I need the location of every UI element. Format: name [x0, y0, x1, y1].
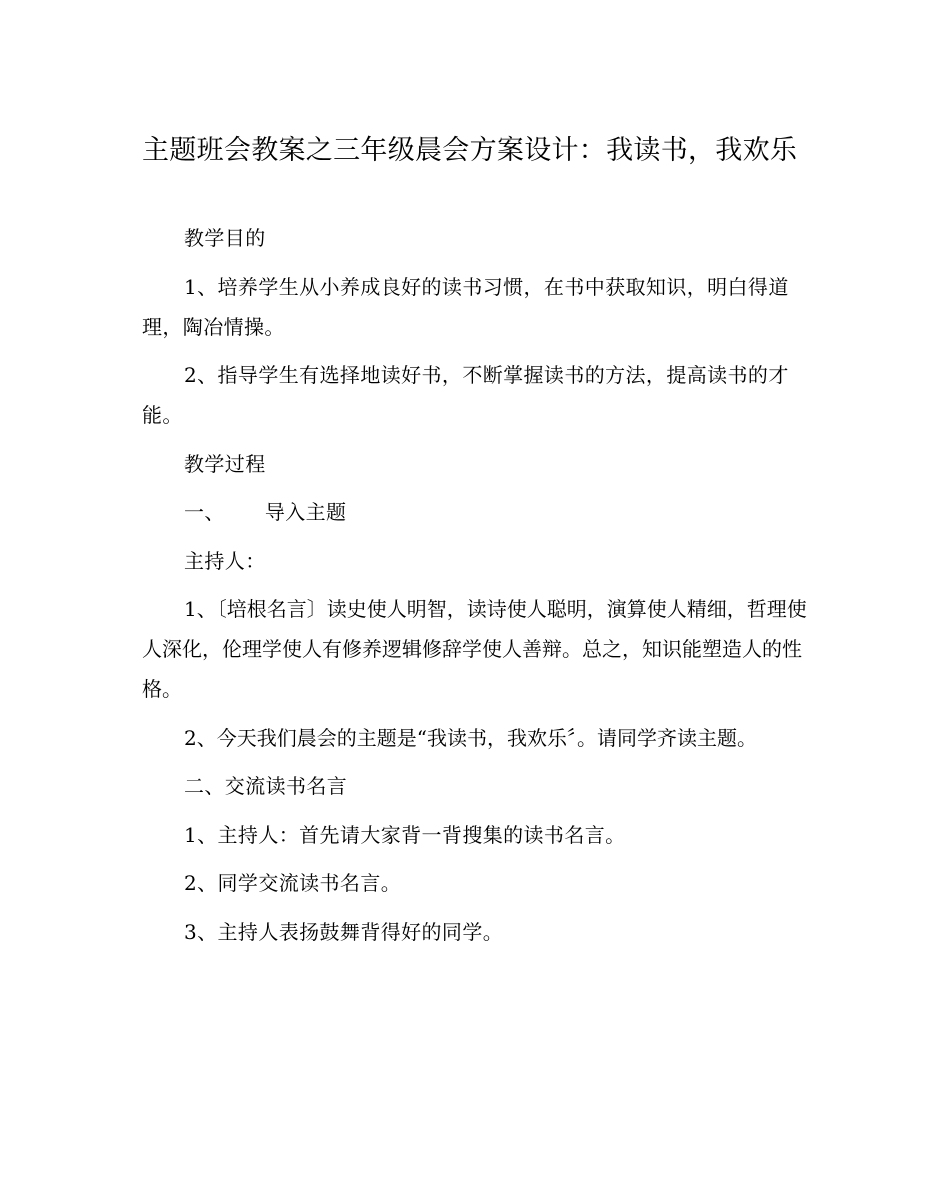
objective-paragraph-2: 2、指导学生有选择地读好书，不断掌握读书的方法，提高读书的才能。: [142, 363, 789, 427]
host-paragraph-2: 2、今天我们晨会的主题是“我读书，我欢乐〞。请同学齐读主题。: [184, 725, 757, 750]
step-2-item-1: 1、主持人：首先请大家背一背搜集的读书名言。: [184, 822, 626, 847]
section-heading-objectives: 教学目的: [184, 226, 266, 250]
process-step-1-heading: [142, 492, 808, 532]
host-paragraph-1: 1、〔培根名言〕读史使人明智，读诗使人聪明，演算使人精细，哲理使人深化，伦理学使人有修养逻辑修辞学使人善辩。总之，知识能塑造人的性格。: [142, 597, 807, 701]
step-number: 一、: [184, 500, 225, 524]
document-title: 主题班会教案之三年级晨会方案设计：我读书，我欢乐: [142, 135, 798, 166]
objective-paragraph-1: 1、培养学生从小养成良好的读书习惯，在书中获取知识，明白得道理，陶冶情操。: [142, 274, 789, 339]
process-step-2-heading: 二、交流读书名言: [184, 774, 348, 798]
step-2-item-3: 3、主持人表扬鼓舞背得好的同学。: [184, 919, 504, 944]
host-label: 主持人：: [184, 548, 266, 573]
step-2-item-2: 2、同学交流读书名言。: [184, 871, 402, 895]
step-title: 导入主题: [264, 500, 347, 524]
section-heading-process: 教学过程: [184, 451, 266, 476]
document-body: [142, 218, 808, 960]
